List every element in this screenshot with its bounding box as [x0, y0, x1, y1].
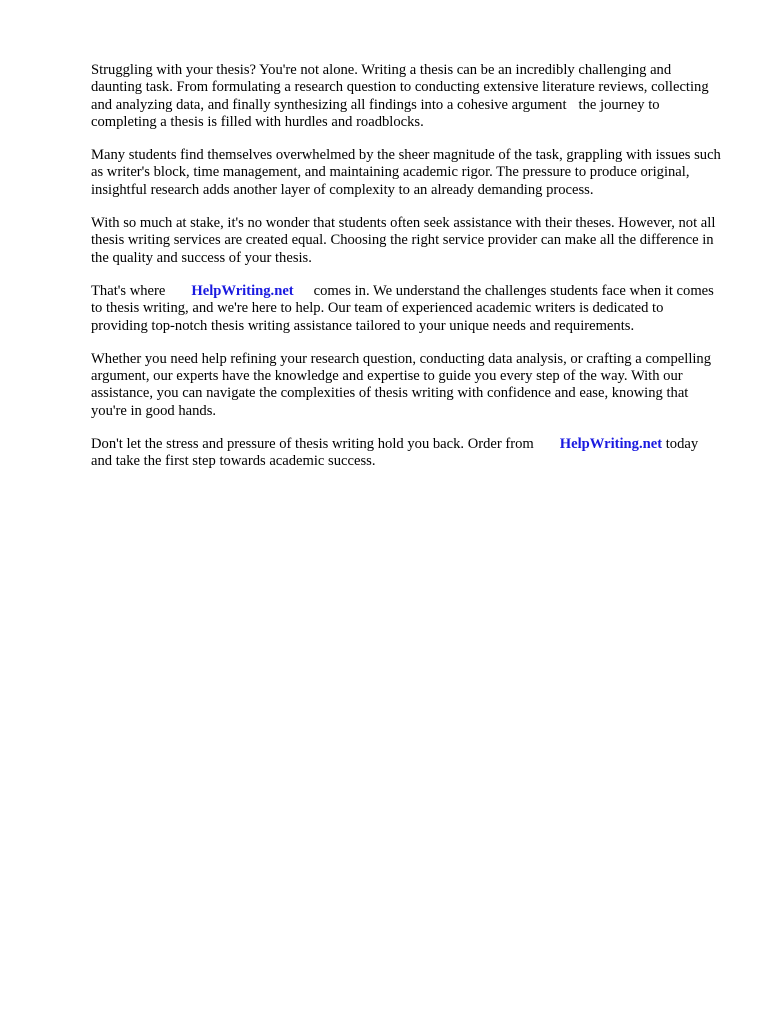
paragraph-assistance: With so much at stake, it's no wonder that students often seek assistance with their theses. However, not all thesis writing services are created equal. Choosing the right service provider can make all the difference in the quality and success of your thesis.	[91, 215, 720, 266]
paragraph-service-before: That's where	[91, 282, 166, 299]
paragraph-challenges: Many students find themselves overwhelmed by the sheer magnitude of the task, grappling with issues such as writer's block, time management, and maintaining academic rigor. The pressure to produce original, insightful research adds another layer of complexity to an already demanding process.	[91, 147, 725, 198]
paragraph-intro-text-b: the journey to completing a thesis is filled with hurdles and roadblocks.	[91, 96, 664, 130]
helpwriting-link[interactable]: HelpWriting.net	[191, 282, 294, 299]
paragraph-call-to-action	[91, 436, 721, 471]
paragraph-service	[91, 283, 721, 335]
paragraph-cta-after: today and take the first step towards academic success.	[91, 436, 702, 470]
paragraph-intro-text-a: Struggling with your thesis? You're not alone. Writing a thesis can be an incredibly challenging and daunting task. From formulating a research question to conducting extensive literature reviews, collecting and analyzing data, and finally synthesizing all findings into a cohesive argument	[91, 62, 713, 113]
paragraph-expertise: Whether you need help refining your research question, conducting data analysis, or crafting a compelling argument, our experts have the knowledge and expertise to guide you every step of the way. With our assistance, you can navigate the complexities of thesis writing with confidence and ease, knowing that you're in good hands.	[91, 350, 715, 419]
paragraph-service-after: comes in. We understand the challenges students face when it comes to thesis writing, and we're here to help. Our team of experienced academic writers is dedicated to providing top-notch thesis writing assistance tailored to your unique needs and requirements.	[91, 282, 718, 334]
paragraph-intro	[91, 62, 721, 131]
document-body	[91, 62, 725, 487]
paragraph-cta-before: Don't let the stress and pressure of thesis writing hold you back. Order from	[91, 436, 534, 453]
helpwriting-order-link[interactable]: HelpWriting.net	[559, 436, 663, 453]
